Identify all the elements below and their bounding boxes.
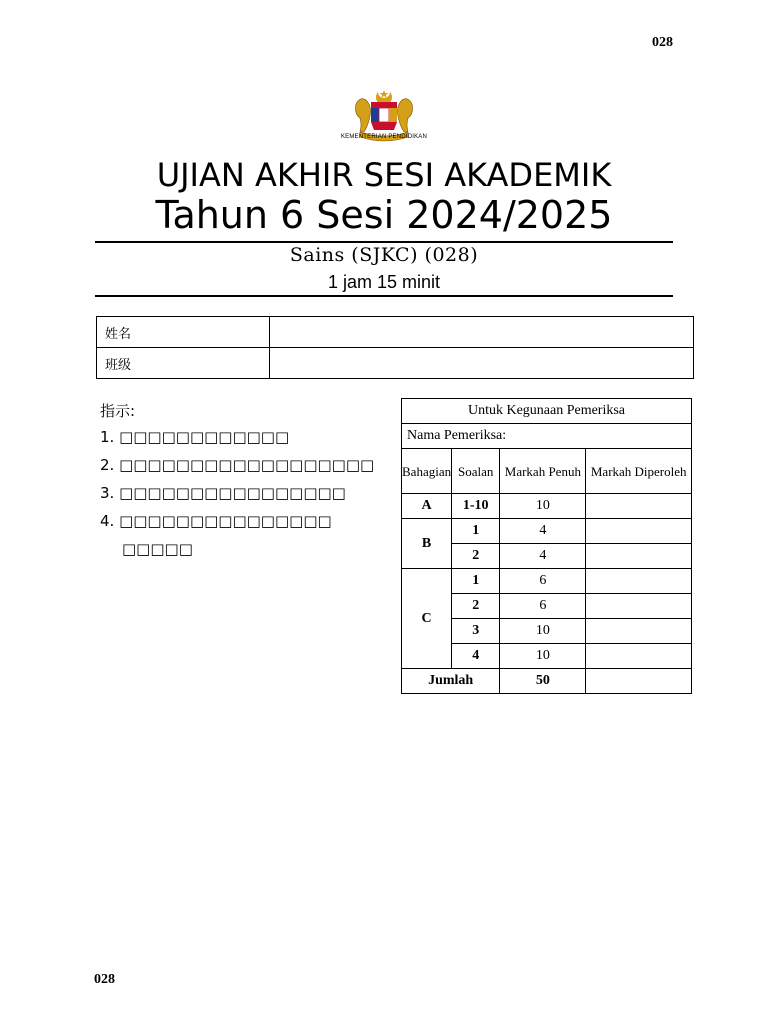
column-header-full-marks: Markah Penuh	[500, 449, 586, 494]
ministry-caption: KEMENTERIAN PENDIDIKAN	[340, 134, 428, 140]
total-full-marks: 50	[500, 669, 586, 694]
obtained-marks-cell[interactable]	[586, 569, 692, 594]
exam-title: UJIAN AKHIR SESI AKADEMIK	[156, 156, 612, 194]
exam-year-session: Tahun 6 Sesi 2024/2025	[155, 193, 613, 237]
full-marks-cell: 6	[500, 594, 586, 619]
page-code-top: 028	[652, 35, 673, 50]
question-cell: 2	[452, 594, 500, 619]
column-header-obtained-marks: Markah Diperoleh	[586, 449, 692, 494]
instructions-heading: 指示:	[100, 402, 136, 420]
question-cell: 1	[452, 569, 500, 594]
name-label: 姓名	[97, 317, 270, 348]
obtained-marks-cell[interactable]	[586, 494, 692, 519]
table-row	[97, 348, 694, 379]
obtained-marks-cell[interactable]	[586, 519, 692, 544]
full-marks-cell: 4	[500, 544, 586, 569]
divider-bottom	[95, 295, 673, 297]
page-code-bottom: 028	[94, 972, 115, 987]
examiner-marks-table	[401, 398, 692, 694]
section-cell: B	[402, 519, 452, 569]
obtained-marks-cell[interactable]	[586, 544, 692, 569]
total-label: Jumlah	[402, 669, 500, 694]
table-row	[402, 669, 692, 694]
question-cell: 1	[452, 519, 500, 544]
obtained-marks-cell[interactable]	[586, 644, 692, 669]
total-obtained-marks[interactable]	[586, 669, 692, 694]
column-header-question: Soalan	[452, 449, 500, 494]
section-cell: C	[402, 569, 452, 669]
class-field[interactable]	[270, 348, 694, 379]
question-cell: 1-10	[452, 494, 500, 519]
student-info-table	[96, 316, 694, 379]
table-row	[402, 399, 692, 424]
obtained-marks-cell[interactable]	[586, 619, 692, 644]
examiner-name-label[interactable]: Nama Pemeriksa:	[402, 424, 692, 449]
instruction-item: 2. □□□□□□□□□□□□□□□□□□	[100, 456, 375, 474]
divider-top	[95, 241, 673, 243]
full-marks-cell: 10	[500, 619, 586, 644]
instructions	[100, 400, 400, 567]
instruction-item: 4. □□□□□□□□□□□□□□□	[100, 512, 332, 530]
full-marks-cell: 10	[500, 494, 586, 519]
full-marks-cell: 6	[500, 569, 586, 594]
class-label: 班级	[97, 348, 270, 379]
instruction-item: 1. □□□□□□□□□□□□	[100, 428, 290, 446]
exam-duration: 1 jam 15 minit	[327, 272, 441, 292]
table-row	[402, 519, 692, 544]
name-field[interactable]	[270, 317, 694, 348]
column-header-section: Bahagian	[402, 449, 452, 494]
table-row	[402, 494, 692, 519]
table-row	[402, 569, 692, 594]
subject-title: Sains (SJKC) (028)	[289, 244, 479, 266]
table-row	[402, 424, 692, 449]
question-cell: 2	[452, 544, 500, 569]
instruction-item-continuation: □□□□□	[122, 540, 193, 558]
marks-table-title: Untuk Kegunaan Pemeriksa	[402, 399, 692, 424]
full-marks-cell: 10	[500, 644, 586, 669]
question-cell: 3	[452, 619, 500, 644]
obtained-marks-cell[interactable]	[586, 594, 692, 619]
table-row	[402, 449, 692, 494]
full-marks-cell: 4	[500, 519, 586, 544]
instruction-item: 3. □□□□□□□□□□□□□□□□	[100, 484, 346, 502]
section-cell: A	[402, 494, 452, 519]
table-row	[97, 317, 694, 348]
question-cell: 4	[452, 644, 500, 669]
